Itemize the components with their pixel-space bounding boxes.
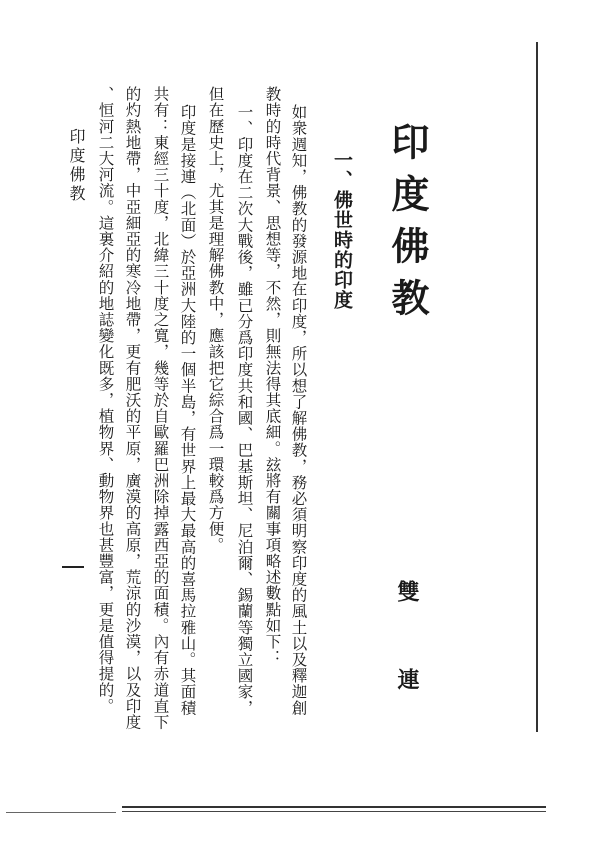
body-column: 共有：東經三十度，北緯三十度之寬，幾等於自歐羅巴洲除掉露西亞的面積。內有赤道直下 (151, 86, 170, 730)
page-number (62, 566, 84, 568)
running-head: 印度佛教 (67, 128, 86, 204)
body-column: 如衆週知，佛教的發源地在印度，所以想了解佛教，務必須明察印度的風土以及釋迦創 (289, 104, 308, 716)
bottom-rule-primary (122, 806, 546, 808)
author-name: 雙 連 (394, 580, 420, 712)
body-column: 一、印度在二次大戰後，雖已分爲印度共和國、巴基斯坦、尼泊爾、錫蘭等獨立國家， (235, 104, 254, 716)
bottom-rule-left (6, 812, 116, 813)
section-heading: 一、佛世時的印度 (331, 150, 353, 310)
page-title: 印度佛教 (385, 122, 430, 330)
body-column: 但在歷史上，尤其是理解佛教中，應該把它綜合爲一環較爲方便。 (206, 86, 225, 553)
bottom-rule-secondary (122, 811, 546, 812)
vertical-frame-rule (536, 42, 538, 732)
body-column: 印度是接連（北面）於亞洲大陸的一個半島，有世界上最大最高的喜馬拉雅山。其面積 (178, 104, 197, 716)
body-column: 、恒河二大河流。這裏介紹的地誌變化既多，植物界、動物界也甚豐富，更是值得提的。 (96, 86, 115, 714)
body-column: 教時的時代背景、思想等，不然，則無法得其底細。玆將有關事項略述數點如下： (263, 86, 282, 666)
body-column: 的灼熱地帶，中亞細亞的寒冷地帶，更有肥沃的平原，廣漠的高原，荒涼的沙漠，以及印度 (123, 86, 142, 730)
